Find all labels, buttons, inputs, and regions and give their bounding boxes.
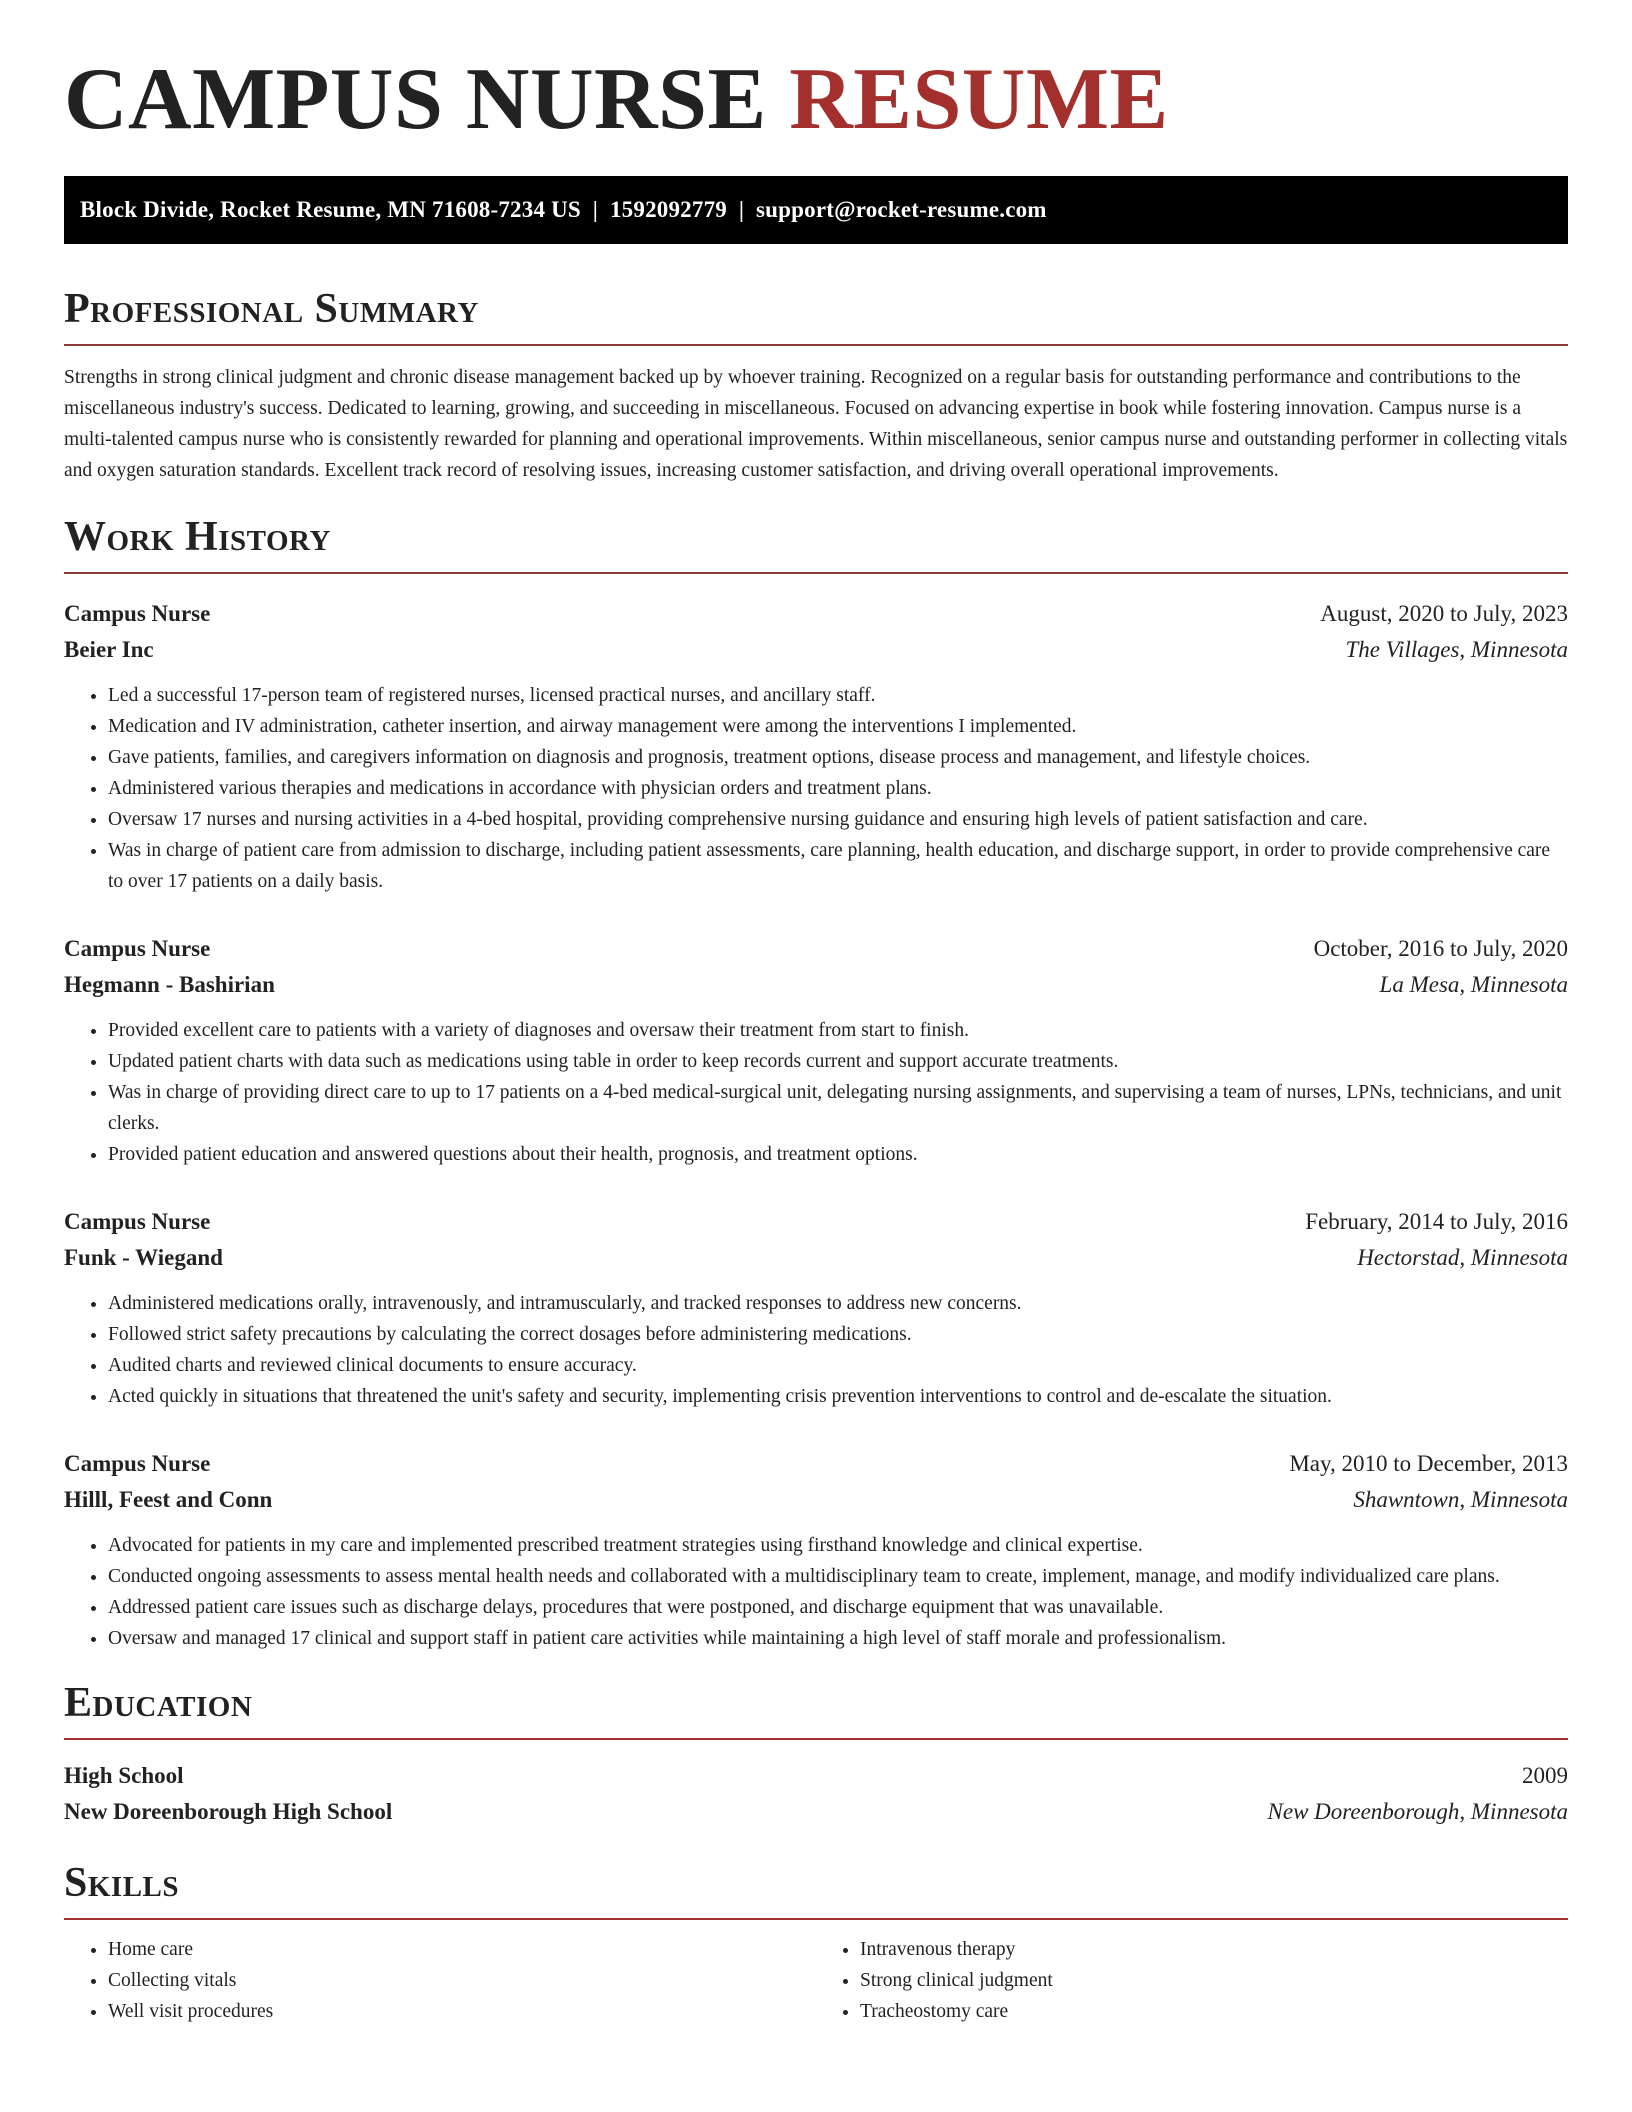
skills-left-column bbox=[64, 1934, 816, 2027]
education-year: 2009 bbox=[1522, 1763, 1568, 1788]
job-bullet: • Addressed patient care issues such as discharge delays, procedures that were postponed, and discharge equipment that was unavailable. bbox=[108, 1592, 1568, 1623]
title-main: CAMPUS NURSE bbox=[64, 51, 767, 148]
job-company: Beier Inc bbox=[64, 637, 154, 662]
job-entry bbox=[64, 1446, 1568, 1654]
education-heading: Education bbox=[64, 1682, 1568, 1740]
resume-title bbox=[64, 51, 1568, 152]
job-bullet: • Led a successful 17-person team of registered nurses, licensed practical nurses, and ancillary staff. bbox=[108, 680, 1568, 711]
summary-text: Strengths in strong clinical judgment and chronic disease management backed up by whoever training. Recognized on a regular basis for outstanding performance and contributions to the miscellaneous industry's success. Dedicated to learning, growing, and succeeding in miscellaneous. Focused on advancing expertise in book while fostering innovation. Campus nurse is a multi-talented campus nurse who is consistently rewarded for planning and operational improvements. Within miscellaneous, senior campus nurse and outstanding performer in collecting vitals and oxygen saturation standards. Excellent track record of resolving issues, increasing customer satisfaction, and driving overall operational improvements. bbox=[64, 367, 1568, 481]
job-company: Hilll, Feest and Conn bbox=[64, 1487, 273, 1512]
education-entry bbox=[64, 1758, 1568, 1830]
summary-section bbox=[64, 288, 1568, 486]
skills-section bbox=[64, 1862, 1568, 2027]
education-location: New Doreenborough, Minnesota bbox=[1267, 1799, 1568, 1824]
job-bullet: • Acted quickly in situations that threatened the unit's safety and security, implementing crisis prevention interventions to control and de-escalate the situation. bbox=[108, 1381, 1568, 1412]
summary-heading: Professional Summary bbox=[64, 288, 1568, 346]
job-bullet: • Gave patients, families, and caregivers information on diagnosis and prognosis, treatment options, disease process and management, and lifestyle choices. bbox=[108, 742, 1568, 773]
skills-heading: Skills bbox=[64, 1862, 1568, 1920]
job-bullet: • Administered medications orally, intravenously, and intramuscularly, and tracked responses to address new concerns. bbox=[108, 1288, 1568, 1319]
education-section bbox=[64, 1682, 1568, 1830]
job-bullet: • Audited charts and reviewed clinical documents to ensure accuracy. bbox=[108, 1350, 1568, 1381]
job-bullet: • Conducted ongoing assessments to assess mental health needs and collaborated with a multidisciplinary team to create, implement, manage, and modify individualized care plans. bbox=[108, 1561, 1568, 1592]
job-location: Shawntown, Minnesota bbox=[1353, 1487, 1568, 1512]
job-row-2 bbox=[64, 1240, 1568, 1276]
job-bullet: • Followed strict safety precautions by calculating the correct dosages before administering medications. bbox=[108, 1319, 1568, 1350]
skill-item: • Tracheostomy care bbox=[860, 1996, 1568, 2027]
job-dates: August, 2020 to July, 2023 bbox=[1320, 601, 1568, 626]
job-bullet: • Provided excellent care to patients with a variety of diagnoses and oversaw their treatment from start to finish. bbox=[108, 1015, 1568, 1046]
job-title: Campus Nurse bbox=[64, 1209, 211, 1234]
job-location: Hectorstad, Minnesota bbox=[1357, 1245, 1568, 1270]
job-location: La Mesa, Minnesota bbox=[1379, 972, 1568, 997]
job-bullet: • Oversaw 17 nurses and nursing activities in a 4-bed hospital, providing comprehensive nursing guidance and ensuring high levels of patient satisfaction and care. bbox=[108, 804, 1568, 835]
job-bullet: • Provided patient education and answered questions about their health, prognosis, and treatment options. bbox=[108, 1139, 1568, 1170]
skill-item: • Well visit procedures bbox=[108, 1996, 816, 2027]
job-bullet: • Medication and IV administration, catheter insertion, and airway management were among the interventions I implemented. bbox=[108, 711, 1568, 742]
job-bullet: • Oversaw and managed 17 clinical and support staff in patient care activities while maintaining a high level of staff morale and professionalism. bbox=[108, 1623, 1568, 1654]
job-bullets bbox=[64, 680, 1568, 897]
job-bullets bbox=[64, 1288, 1568, 1412]
job-bullet: • Was in charge of providing direct care to up to 17 patients on a 4-bed medical-surgical unit, delegating nursing assignments, and supervising a team of nurses, LPNs, technicians, and unit clerks. bbox=[108, 1077, 1568, 1139]
title-accent: RESUME bbox=[789, 51, 1169, 148]
skill-item: • Home care bbox=[108, 1934, 816, 1965]
skill-item: • Strong clinical judgment bbox=[860, 1965, 1568, 1996]
job-company: Funk - Wiegand bbox=[64, 1245, 223, 1270]
job-dates: October, 2016 to July, 2020 bbox=[1313, 936, 1568, 961]
job-row-1 bbox=[64, 1446, 1568, 1482]
job-location: The Villages, Minnesota bbox=[1345, 637, 1568, 662]
job-title: Campus Nurse bbox=[64, 936, 211, 961]
job-row-1 bbox=[64, 1204, 1568, 1240]
job-row-2 bbox=[64, 967, 1568, 1003]
job-entry bbox=[64, 931, 1568, 1170]
skills-grid bbox=[64, 1934, 1568, 2027]
job-row-2 bbox=[64, 1482, 1568, 1518]
skill-item: • Collecting vitals bbox=[108, 1965, 816, 1996]
education-row-1 bbox=[64, 1758, 1568, 1794]
skill-item: • Intravenous therapy bbox=[860, 1934, 1568, 1965]
education-school: New Doreenborough High School bbox=[64, 1799, 393, 1824]
job-entry bbox=[64, 596, 1568, 897]
education-row-2 bbox=[64, 1794, 1568, 1830]
job-row-1 bbox=[64, 596, 1568, 632]
job-title: Campus Nurse bbox=[64, 1451, 211, 1476]
skills-right-column bbox=[816, 1934, 1568, 2027]
job-bullets bbox=[64, 1530, 1568, 1654]
job-company: Hegmann - Bashirian bbox=[64, 972, 275, 997]
job-dates: February, 2014 to July, 2016 bbox=[1305, 1209, 1568, 1234]
job-bullets bbox=[64, 1015, 1568, 1170]
education-degree: High School bbox=[64, 1763, 184, 1788]
job-entry bbox=[64, 1204, 1568, 1412]
work-heading: Work History bbox=[64, 516, 1568, 574]
job-row-2 bbox=[64, 632, 1568, 668]
job-bullet: • Was in charge of patient care from admission to discharge, including patient assessments, care planning, health education, and discharge support, in order to provide comprehensive care to over 17 patients on a daily basis. bbox=[108, 835, 1568, 897]
job-bullet: • Updated patient charts with data such as medications using table in order to keep records current and support accurate treatments. bbox=[108, 1046, 1568, 1077]
job-bullet: • Administered various therapies and medications in accordance with physician orders and treatment plans. bbox=[108, 773, 1568, 804]
job-dates: May, 2010 to December, 2013 bbox=[1289, 1451, 1568, 1476]
contact-bar: Block Divide, Rocket Resume, MN 71608-7234 US | 1592092779 | support@rocket-resume.com bbox=[64, 176, 1568, 244]
job-bullet: • Advocated for patients in my care and implemented prescribed treatment strategies using firsthand knowledge and clinical expertise. bbox=[108, 1530, 1568, 1561]
job-row-1 bbox=[64, 931, 1568, 967]
job-title: Campus Nurse bbox=[64, 601, 211, 626]
work-section bbox=[64, 516, 1568, 1654]
